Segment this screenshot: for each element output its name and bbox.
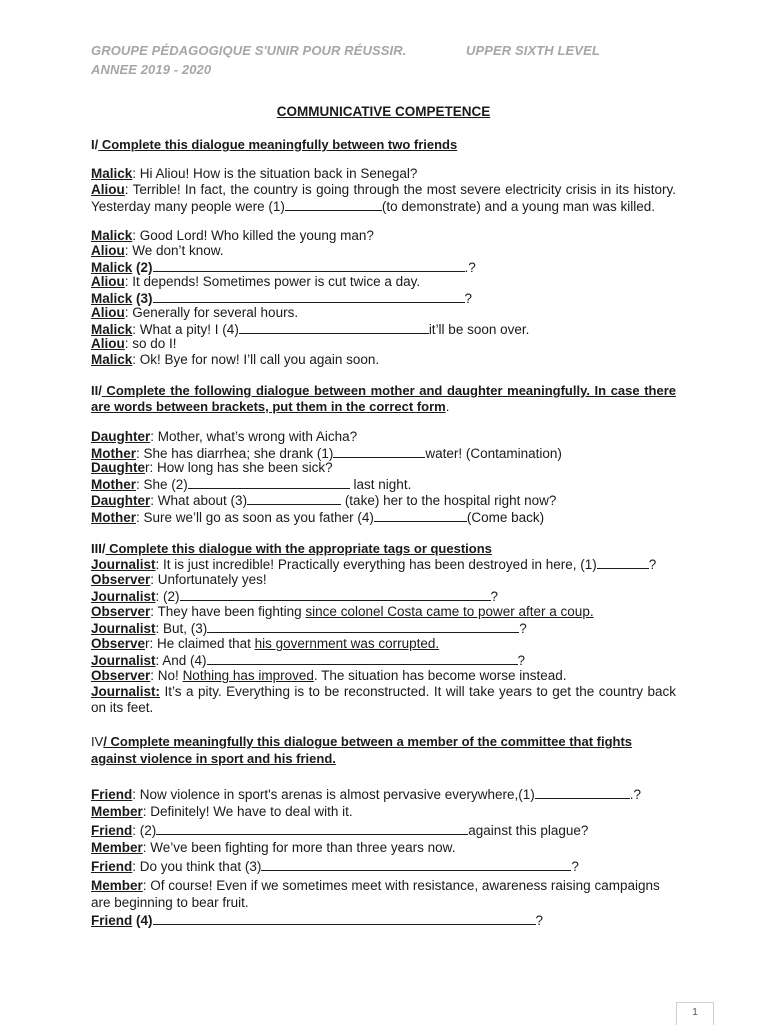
line-text: : Ok! Bye for now! I’ll call you again soon. <box>132 352 380 367</box>
line-text: : Mother, what’s wrong with Aicha? <box>150 429 358 444</box>
line-text: : Unfortunately yes! <box>150 572 267 587</box>
section-1-title <box>91 137 676 153</box>
dialogue-line <box>91 336 676 352</box>
answer-blank[interactable] <box>153 912 536 925</box>
line-text: (to demonstrate) and a young man was killed. <box>381 198 656 214</box>
section-4-instruction: / Complete meaningfully this dialogue between a member of the committee that fights against violence in sport and his friend. <box>91 734 633 766</box>
line-text: r: He claimed that <box>145 636 255 651</box>
dialogue-line <box>91 572 676 588</box>
line-text: : What about (3) <box>150 493 248 508</box>
line-text: : Now violence in sport's arenas is almost pervasive everywhere,(1) <box>132 787 535 802</box>
header-level: UPPER SIXTH LEVEL <box>466 43 600 58</box>
line-text: . The situation has become worse instead. <box>313 668 567 683</box>
speaker-label: Malick <box>91 260 133 275</box>
speaker-label: Journalist <box>91 589 156 604</box>
line-text: against this plague? <box>468 823 589 838</box>
answer-blank[interactable] <box>207 652 518 665</box>
speaker-label: Journalist <box>91 621 156 636</box>
answer-blank[interactable] <box>188 476 350 489</box>
dialogue-line <box>91 786 676 803</box>
speaker-label: Observer <box>91 572 151 587</box>
answer-blank[interactable] <box>333 445 425 458</box>
line-text: (Come back) <box>466 510 545 525</box>
line-text: : And (4) <box>155 653 207 668</box>
line-text: : Sure we’ll go as soon as you father (4) <box>136 510 374 525</box>
speaker-label: Aliou <box>91 182 125 197</box>
dialogue-line <box>91 243 676 259</box>
speaker-label: Observer <box>91 668 151 683</box>
speaker-label: Mother <box>91 510 136 525</box>
line-text: : so do I! <box>124 336 177 351</box>
speaker-label: Friend <box>91 859 133 874</box>
question-number: (3) <box>132 291 153 306</box>
line-text: : (2) <box>132 823 157 838</box>
speaker-label: Aliou <box>91 305 125 320</box>
line-text: (take) her to the hospital right now? <box>341 493 557 508</box>
line-text: : What a pity! I (4) <box>132 322 239 337</box>
speaker-label: Observer <box>91 604 151 619</box>
speaker-label: Daughter <box>91 429 151 444</box>
section-2-period: . <box>445 398 450 414</box>
speaker-label: Friend <box>91 787 133 802</box>
line-text: .? <box>629 787 642 802</box>
question-number: (4) <box>132 913 153 928</box>
line-text: : She (2) <box>136 477 188 492</box>
line-text: : It is just incredible! Practically everything has been destroyed in here, (1) <box>155 557 597 572</box>
dialogue-line <box>91 476 676 493</box>
line-text: ? <box>571 859 579 874</box>
speaker-label: Mother <box>91 477 136 492</box>
section-3-instruction: Complete this dialogue with the appropriate tags or questions <box>105 541 492 556</box>
speaker-label: Aliou <box>91 274 125 289</box>
dialogue-line <box>91 604 676 620</box>
speaker-label: Malick <box>91 352 133 367</box>
line-text: ? <box>648 557 657 572</box>
dialogue-line <box>91 804 676 820</box>
line-text: : But, (3) <box>155 621 208 636</box>
section-2-title <box>91 383 676 414</box>
answer-blank[interactable] <box>597 556 649 569</box>
speaker-label: Observe <box>91 636 146 651</box>
underlined-text: his government was corrupted. <box>254 636 440 651</box>
dialogue-line <box>91 912 676 929</box>
answer-blank[interactable] <box>535 786 630 799</box>
answer-blank[interactable] <box>374 509 467 522</box>
underlined-text: since colonel Costa came to power after a coup. <box>305 604 594 619</box>
line-text: : Terrible! In fact, the country is going through the most severe electricity crisis in its history. Yesterday many people were (1) <box>91 182 676 214</box>
section-2-instruction: Complete the following dialogue between mother and daughter meaningfully. In case there are words between brackets, put them in the correct form <box>91 383 676 414</box>
dialogue-line <box>91 668 676 684</box>
line-text: ? <box>464 291 473 306</box>
line-text: : We’ve been fighting for more than three years now. <box>142 840 456 855</box>
answer-blank[interactable] <box>180 588 491 601</box>
page-title: COMMUNICATIVE COMPETENCE <box>276 104 491 119</box>
section-1-number: I/ <box>91 137 99 152</box>
line-text: : Definitely! We have to deal with it. <box>142 804 353 819</box>
answer-blank[interactable] <box>153 259 465 272</box>
speaker-label: Aliou <box>91 243 125 258</box>
section-4-title <box>91 733 676 767</box>
line-text: last night. <box>349 477 412 492</box>
speaker-label: Aliou <box>91 336 125 351</box>
dialogue-line <box>91 228 676 244</box>
line-text: : Do you think that (3) <box>132 859 262 874</box>
section-4-number: IV <box>91 734 104 749</box>
answer-blank[interactable] <box>285 198 382 211</box>
line-text: ? <box>519 621 527 636</box>
question-number: (2) <box>132 260 153 275</box>
dialogue-line <box>91 492 676 509</box>
speaker-label: Mother <box>91 446 136 461</box>
line-text: .? <box>464 260 476 275</box>
dialogue-line <box>91 166 676 182</box>
line-text: : Generally for several hours. <box>124 305 299 320</box>
dialogue-line <box>91 858 676 875</box>
speaker-label: Member <box>91 878 143 893</box>
dialogue-line <box>91 305 676 321</box>
line-text: : We don’t know. <box>124 243 224 258</box>
line-text: ? <box>535 913 544 928</box>
speaker-label: Daughte <box>91 460 145 475</box>
speaker-label: Member <box>91 840 143 855</box>
line-text: : (2) <box>155 589 180 604</box>
line-text: r: How long has she been sick? <box>145 460 333 475</box>
speaker-label: Friend <box>91 913 133 928</box>
speaker-label: Malick <box>91 322 133 337</box>
line-text: : No! <box>150 668 183 683</box>
line-text: : Hi Aliou! How is the situation back in Senegal? <box>132 166 418 181</box>
answer-blank[interactable] <box>153 290 465 303</box>
dialogue-line <box>91 652 676 669</box>
section-2-number: II/ <box>91 383 102 398</box>
header-year: ANNEE 2019 - 2020 <box>91 62 212 77</box>
line-text: : Of course! Even if we sometimes meet with resistance, awareness raising campaigns are beginning to bear fruit. <box>91 878 660 910</box>
speaker-label: Member <box>91 804 143 819</box>
answer-blank[interactable] <box>207 620 519 633</box>
answer-blank[interactable] <box>261 858 571 871</box>
dialogue-line <box>91 620 676 637</box>
dialogue-line <box>91 822 676 839</box>
speaker-label: Malick <box>91 291 133 306</box>
line-text: : They have been fighting <box>150 604 306 619</box>
dialogue-line <box>91 509 676 526</box>
speaker-label: Journalist: <box>91 684 161 699</box>
section-3-title <box>91 541 676 557</box>
page-number: 1 <box>676 1002 714 1025</box>
header-group-name: GROUPE PÉDAGOGIQUE S'UNIR POUR RÉUSSIR. <box>91 43 407 58</box>
dialogue-line <box>91 877 676 911</box>
dialogue-line <box>91 352 676 368</box>
answer-blank[interactable] <box>247 492 341 505</box>
line-text: ? <box>517 653 526 668</box>
line-text: it’ll be soon over. <box>428 322 530 337</box>
speaker-label: Journalist <box>91 557 156 572</box>
line-text: water! (Contamination) <box>425 446 562 461</box>
line-text: It’s a pity. Everything is to be reconstructed. It will take years to get the country back on its feet. <box>91 684 676 715</box>
underlined-text: Nothing has improved <box>182 668 314 683</box>
speaker-label: Friend <box>91 823 133 838</box>
line-text: : Good Lord! Who killed the young man? <box>132 228 374 243</box>
speaker-label: Daughter <box>91 493 151 508</box>
answer-blank[interactable] <box>239 321 429 334</box>
dialogue-line <box>91 556 676 573</box>
dialogue-line <box>91 636 676 652</box>
speaker-label: Malick <box>91 228 133 243</box>
answer-blank[interactable] <box>156 822 468 835</box>
line-text: : It depends! Sometimes power is cut twice a day. <box>124 274 421 289</box>
line-text: ? <box>490 589 499 604</box>
section-1-instruction: Complete this dialogue meaningfully between two friends <box>98 137 458 152</box>
dialogue-line <box>91 588 676 605</box>
document-page <box>91 0 676 1024</box>
speaker-label: Malick <box>91 166 133 181</box>
dialogue-line <box>91 460 676 476</box>
dialogue-line <box>91 429 676 445</box>
dialogue-line <box>91 274 676 290</box>
dialogue-line <box>91 182 676 213</box>
dialogue-line <box>91 684 676 715</box>
dialogue-line <box>91 840 676 856</box>
section-3-number: III/ <box>91 541 106 556</box>
line-text: : She has diarrhea; she drank (1) <box>136 446 334 461</box>
speaker-label: Journalist <box>91 653 156 668</box>
